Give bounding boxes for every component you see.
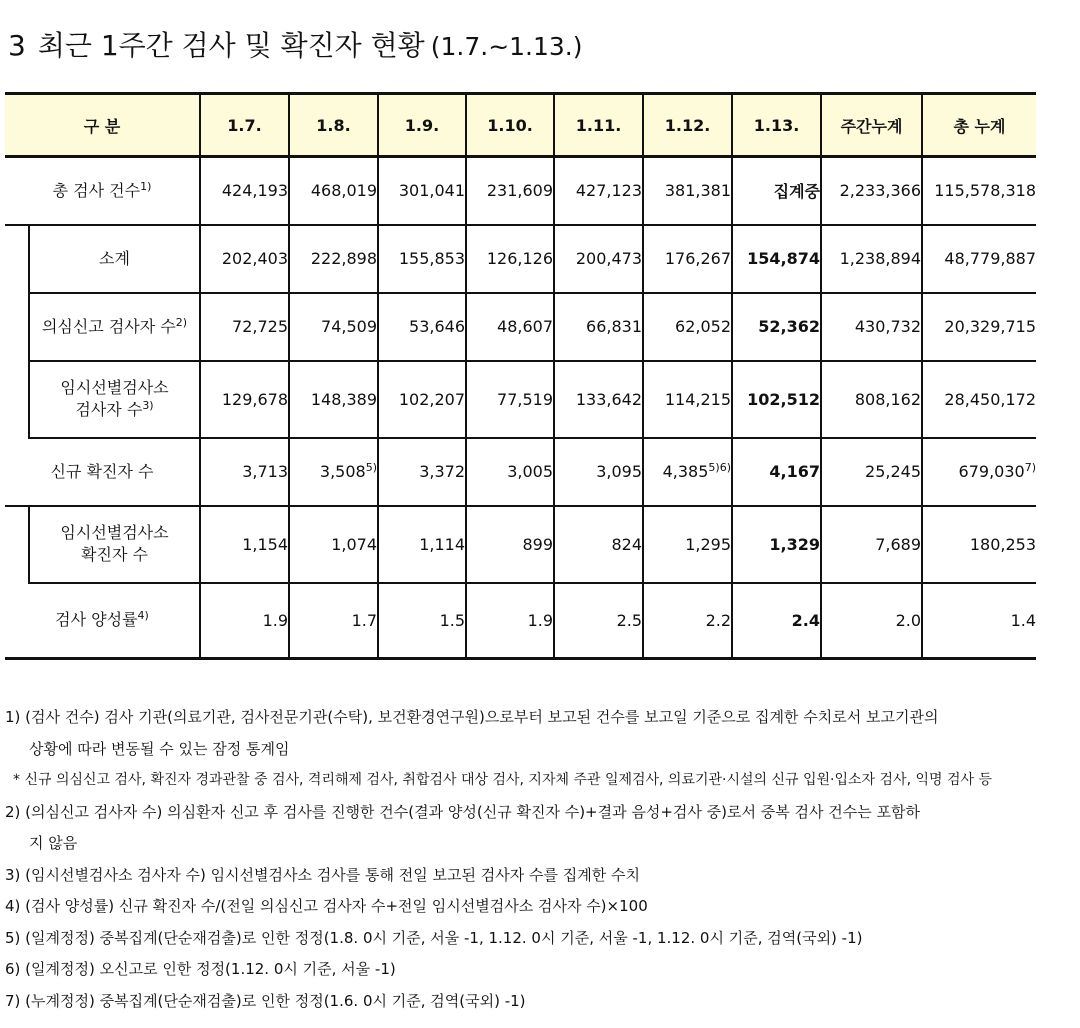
indent-spacer xyxy=(5,506,29,583)
table-cell: 74,509 xyxy=(289,293,378,361)
table-cell: 222,898 xyxy=(289,225,378,293)
row-label: 의심신고 검사자 수$^{2)}$ xyxy=(29,293,200,361)
section-number: 3 xyxy=(8,29,26,62)
table-cell: 3,372 xyxy=(378,438,466,506)
row-label: 소계 xyxy=(29,225,200,293)
table-cell: 899 xyxy=(466,506,554,583)
row-new-cases xyxy=(5,438,1036,506)
table-cell: 25,245 xyxy=(821,438,922,506)
table-cell: 3,095 xyxy=(554,438,643,506)
footnote-6: 6) (일계정정) 오신고로 인한 정정(1.12. 0시 기준, 서울 -1) xyxy=(5,960,396,978)
table-cell: 72,725 xyxy=(200,293,289,361)
header-date: 1.12. xyxy=(643,94,732,157)
table-cell: 2.5 xyxy=(554,583,643,659)
indent-spacer xyxy=(5,225,29,438)
title-text: 최근 1주간 검사 및 확진자 현황 xyxy=(37,29,425,62)
table-cell: 48,607 xyxy=(466,293,554,361)
table-cell: 102,512 xyxy=(732,361,821,438)
table-cell: 3,713 xyxy=(200,438,289,506)
table-cell: 7,689 xyxy=(821,506,922,583)
table-cell: 20,329,715 xyxy=(922,293,1036,361)
footnote-5: 5) (일계정정) 중복집계(단순재검출)로 인한 정정(1.8. 0시 기준, 서울 -1, 1.12. 0시 기준, 서울 -1, 1.12. 0시 기준, 검역(국외) -1) xyxy=(5,928,863,947)
table-cell: 2,233,366 xyxy=(821,157,922,225)
table-cell: 427,123 xyxy=(554,157,643,225)
table-cell: 48,779,887 xyxy=(922,225,1036,293)
header-date: 1.9. xyxy=(378,94,466,157)
header-date: 1.13. xyxy=(732,94,821,157)
header-row xyxy=(5,94,1036,157)
row-label: 검사 양성률$^{4)}$ xyxy=(5,583,200,659)
table-cell: 1,114 xyxy=(378,506,466,583)
header-date: 1.11. xyxy=(554,94,643,157)
table-cell: 114,215 xyxy=(643,361,732,438)
table-cell: 1,074 xyxy=(289,506,378,583)
table-cell: 301,041 xyxy=(378,157,466,225)
table-cell: 808,162 xyxy=(821,361,922,438)
footnote-2: 2) (의심신고 검사자 수) 의심환자 신고 후 검사를 진행한 건수(결과 양성(신규 확진자 수)+결과 음성+검사 중)로서 중복 검사 건수는 포함하 지 않음 xyxy=(5,802,920,852)
footnote-3: 3) (임시선별검사소 검사자 수) 임시선별검사소 검사를 통해 전일 보고된 검사자 수를 집계한 수치 xyxy=(5,865,640,884)
stats-table xyxy=(5,92,1036,660)
table-cell: 1.9 xyxy=(466,583,554,659)
table-cell: 180,253 xyxy=(922,506,1036,583)
table-cell: 77,519 xyxy=(466,361,554,438)
table-cell: 4,167 xyxy=(732,438,821,506)
table-cell: 155,853 xyxy=(378,225,466,293)
table-cell: 2.4 xyxy=(732,583,821,659)
table-cell: 133,642 xyxy=(554,361,643,438)
table-cell: 3,005 xyxy=(466,438,554,506)
row-label: 임시선별검사소 검사자 수$^{3)}$ xyxy=(29,361,200,438)
footnote-1-detail: * 신규 의심신고 검사, 확진자 경과관찰 중 검사, 격리해제 검사, 취합검사 대상 검사, 지자체 주관 일제검사, 의료기관·시설의 신규 입원·입소자 검사, 익명 검사 등 xyxy=(13,772,992,788)
table-cell: 52,362 xyxy=(732,293,821,361)
row-screening-cases xyxy=(5,506,1036,583)
table-cell: 1.4 xyxy=(922,583,1036,659)
row-screening-tests xyxy=(5,361,1036,438)
row-suspected-tests xyxy=(5,293,1036,361)
table-cell: 148,389 xyxy=(289,361,378,438)
table-cell: 129,678 xyxy=(200,361,289,438)
page-title xyxy=(8,24,583,68)
table-cell: 1,238,894 xyxy=(821,225,922,293)
table-cell: 679,030$^{7)}$ xyxy=(922,438,1036,506)
table-cell: 53,646 xyxy=(378,293,466,361)
table-cell: 468,019 xyxy=(289,157,378,225)
footnotes xyxy=(5,702,1070,1017)
table-cell: 115,578,318 xyxy=(922,157,1036,225)
table-cell: 3,508$^{5)}$ xyxy=(289,438,378,506)
table-cell: 430,732 xyxy=(821,293,922,361)
table-cell: 202,403 xyxy=(200,225,289,293)
table-cell: 102,207 xyxy=(378,361,466,438)
header-cumulative-total: 총 누계 xyxy=(922,94,1036,157)
header-date: 1.10. xyxy=(466,94,554,157)
table-cell: 2.0 xyxy=(821,583,922,659)
table-cell: 381,381 xyxy=(643,157,732,225)
header-date: 1.8. xyxy=(289,94,378,157)
table-cell: 200,473 xyxy=(554,225,643,293)
row-subtotal xyxy=(5,225,1036,293)
row-label: 신규 확진자 수 xyxy=(5,438,200,506)
title-period: (1.7.~1.13.) xyxy=(430,32,583,61)
table-cell: 176,267 xyxy=(643,225,732,293)
footnote-1: 1) (검사 건수) 검사 기관(의료기관, 검사전문기관(수탁), 보건환경연구원)으로부터 보고된 건수를 보고일 기준으로 집계한 수치로서 보고기관의 상황에 따라 변동될 수 있는 잠정 통계임 xyxy=(5,708,939,758)
table-cell: 66,831 xyxy=(554,293,643,361)
header-category: 구 분 xyxy=(5,94,200,157)
table-cell: 1,154 xyxy=(200,506,289,583)
row-positivity xyxy=(5,583,1036,659)
row-label: 총 검사 건수$^{1)}$ xyxy=(5,157,200,225)
table-cell: 231,609 xyxy=(466,157,554,225)
table-cell: 424,193 xyxy=(200,157,289,225)
table-cell: 126,126 xyxy=(466,225,554,293)
header-weekly-total: 주간누계 xyxy=(821,94,922,157)
table-cell: 154,874 xyxy=(732,225,821,293)
table-cell: 1,295 xyxy=(643,506,732,583)
footnote-7: 7) (누계정정) 중복집계(단순재검출)로 인한 정정(1.6. 0시 기준, 검역(국외) -1) xyxy=(5,991,526,1010)
table-cell: 824 xyxy=(554,506,643,583)
table-cell: 2.2 xyxy=(643,583,732,659)
footnote-4: 4) (검사 양성률) 신규 확진자 수/(전일 의심신고 검사자 수+전일 임시선별검사소 검사자 수)×100 xyxy=(5,897,648,915)
table-cell: 1.7 xyxy=(289,583,378,659)
header-date: 1.7. xyxy=(200,94,289,157)
table-cell: 집계중 xyxy=(732,157,821,225)
table-cell: 1.5 xyxy=(378,583,466,659)
row-total-tests xyxy=(5,157,1036,225)
table-cell: $4,385^{5)6)}$ xyxy=(643,438,732,506)
table-cell: 1.9 xyxy=(200,583,289,659)
row-label: 임시선별검사소 확진자 수 xyxy=(29,506,200,583)
table-cell: 1,329 xyxy=(732,506,821,583)
table-cell: 62,052 xyxy=(643,293,732,361)
table-cell: 28,450,172 xyxy=(922,361,1036,438)
